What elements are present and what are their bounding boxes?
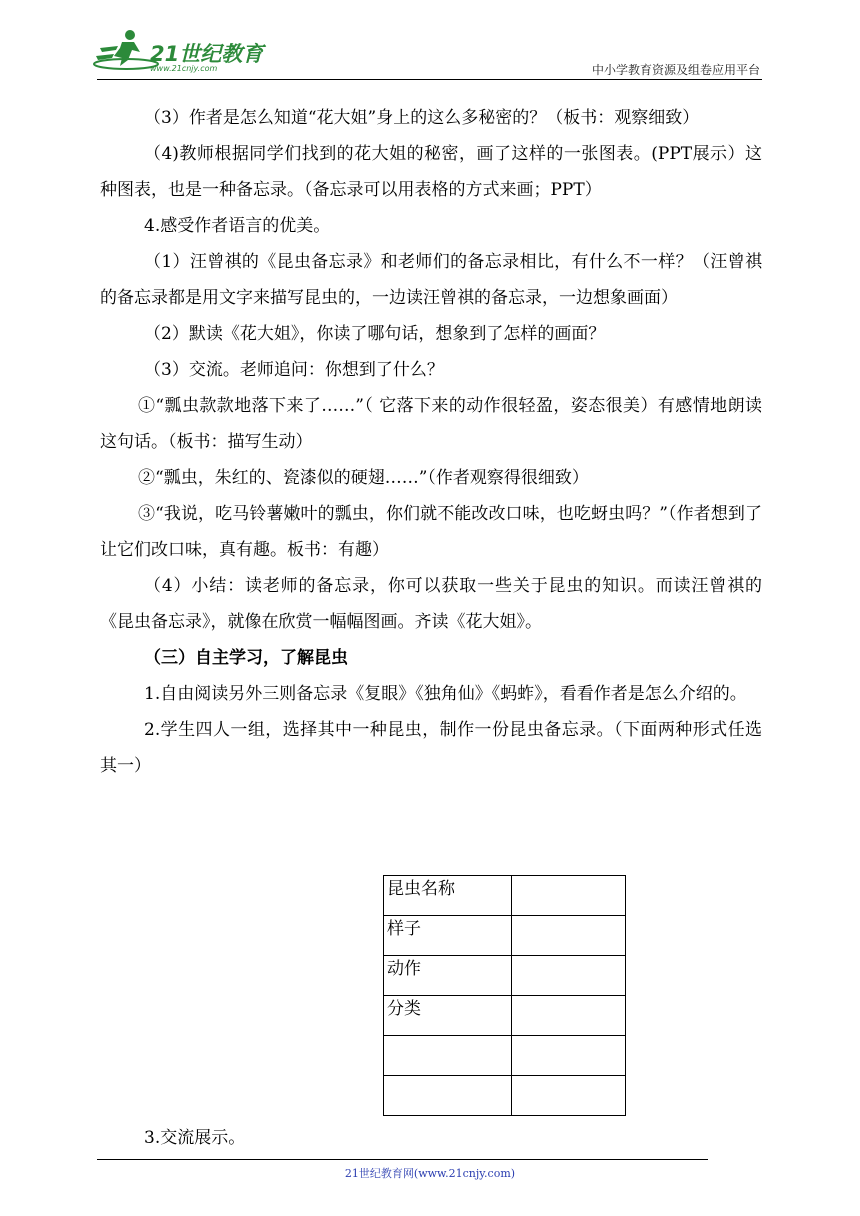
table-cell-label: 昆虫名称 bbox=[384, 876, 512, 916]
table-cell-empty bbox=[512, 876, 626, 916]
paragraph-task-2: 2.学生四人一组，选择其中一种昆虫，制作一份昆虫备忘录。（下面两种形式任选其一） bbox=[100, 720, 762, 776]
table-row bbox=[384, 876, 626, 916]
table-cell-empty bbox=[512, 1036, 626, 1076]
table-row bbox=[384, 956, 626, 996]
header-divider bbox=[97, 79, 762, 80]
table-row bbox=[384, 1076, 626, 1116]
section-heading: （三）自主学习，了解昆虫 bbox=[144, 648, 348, 668]
table-cell-empty bbox=[512, 1076, 626, 1116]
paragraph-item-2: ②“瓢虫，朱红的、瓷漆似的硬翅……”（作者观察得很细致） bbox=[138, 468, 589, 488]
logo-text: 21世纪教育 bbox=[150, 42, 264, 66]
platform-title: 中小学教育资源及组卷应用平台 bbox=[591, 63, 760, 77]
footer-divider bbox=[97, 1159, 708, 1160]
table-cell-empty bbox=[512, 916, 626, 956]
table-row bbox=[384, 996, 626, 1036]
paragraph-q3: （3）作者是怎么知道“花大姐”身上的这么多秘密的？（板书：观察细致） bbox=[144, 108, 700, 128]
page-header bbox=[0, 0, 860, 80]
table-row bbox=[384, 1036, 626, 1076]
paragraph-summary: （4）小结：读老师的备忘录，你可以获取一些关于昆虫的知识。而读汪曾祺的《昆虫备忘录》，就像在欣赏一幅幅图画。齐读《花大姐》。 bbox=[100, 576, 762, 632]
paragraph-task-3: 3.交流展示。 bbox=[144, 1128, 246, 1148]
footer-link[interactable]: 21世纪教育网(www.21cnjy.com) bbox=[344, 1167, 516, 1180]
paragraph-compare: （1）汪曾祺的《昆虫备忘录》和老师们的备忘录相比，有什么不一样？（汪曾祺的备忘录都是用文字来描写昆虫的，一边读汪曾祺的备忘录，一边想象画面） bbox=[100, 252, 762, 308]
table-row bbox=[384, 916, 626, 956]
table-cell-label bbox=[384, 1036, 512, 1076]
paragraph-q4: （4)教师根据同学们找到的花大姐的秘密，画了这样的一张图表。(PPT展示）这种图表，也是一种备忘录。（备忘录可以用表格的方式来画；PPT） bbox=[100, 144, 762, 200]
table-cell-label: 动作 bbox=[384, 956, 512, 996]
table-cell-label: 样子 bbox=[384, 916, 512, 956]
table-cell-label: 分类 bbox=[384, 996, 512, 1036]
logo-url: www.21cnjy.com bbox=[150, 64, 218, 73]
table-cell-label bbox=[384, 1076, 512, 1116]
paragraph-section-4: 4.感受作者语言的优美。 bbox=[144, 216, 331, 236]
paragraph-silent-read: （2）默读《花大姐》，你读了哪句话，想象到了怎样的画面？ bbox=[144, 324, 606, 344]
paragraph-item-1: ①“瓢虫款款地落下来了……”（ 它落下来的动作很轻盈，姿态很美）有感情地朗读这句话。（板书：描写生动） bbox=[100, 396, 762, 452]
paragraph-item-3: ③“我说，吃马铃薯嫩叶的瓢虫，你们就不能改改口味，也吃蚜虫吗？”（作者想到了让它们改口味，真有趣。板书：有趣） bbox=[100, 504, 762, 560]
insect-memo-table bbox=[383, 875, 626, 1116]
paragraph-discuss: （3）交流。老师追问：你想到了什么？ bbox=[144, 360, 444, 380]
table-cell-empty bbox=[512, 956, 626, 996]
document-body bbox=[100, 100, 762, 784]
paragraph-task-1: 1.自由阅读另外三则备忘录《复眼》《独角仙》《蚂蚱》，看看作者是怎么介绍的。 bbox=[144, 684, 747, 704]
table-cell-empty bbox=[512, 996, 626, 1036]
